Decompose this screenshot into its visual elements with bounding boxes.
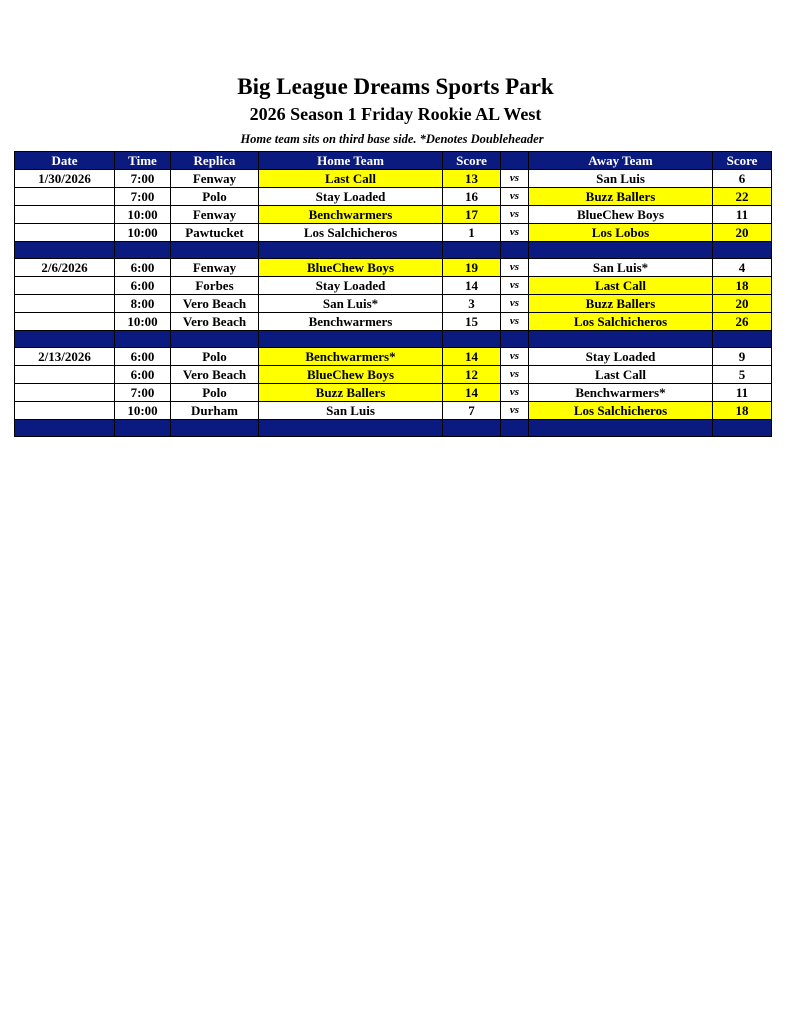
vs-label: vs: [501, 295, 529, 313]
vs-label: vs: [501, 188, 529, 206]
game-row: [15, 259, 772, 277]
home-team: Last Call: [259, 170, 443, 188]
vs-label: vs: [501, 259, 529, 277]
vs-label: vs: [501, 402, 529, 420]
game-row: [15, 384, 772, 402]
away-team: BlueChew Boys: [529, 206, 713, 224]
vs-label: vs: [501, 206, 529, 224]
home-score: 14: [443, 384, 501, 402]
home-score: 16: [443, 188, 501, 206]
game-row: [15, 188, 772, 206]
separator-cell: [443, 242, 501, 259]
home-team: Benchwarmers: [259, 313, 443, 331]
separator-cell: [171, 420, 259, 437]
separator-cell: [713, 242, 772, 259]
separator-cell: [115, 242, 171, 259]
game-time: 8:00: [115, 295, 171, 313]
separator-cell: [15, 420, 115, 437]
schedule-body: [15, 170, 772, 437]
game-date: [15, 366, 115, 384]
away-team: Last Call: [529, 366, 713, 384]
week-separator-row: [15, 420, 772, 437]
game-date: [15, 384, 115, 402]
column-header-home-score: Score: [443, 152, 501, 170]
page-subtitle: 2026 Season 1 Friday Rookie AL West: [249, 104, 542, 124]
away-team: Benchwarmers*: [529, 384, 713, 402]
away-team: Buzz Ballers: [529, 188, 713, 206]
separator-cell: [259, 242, 443, 259]
separator-cell: [443, 331, 501, 348]
schedule-table: [14, 151, 772, 437]
game-date: 2/6/2026: [15, 259, 115, 277]
away-team: Los Salchicheros: [529, 313, 713, 331]
schedule-note: Home team sits on third base side. *Denotes Doubleheader: [240, 132, 544, 146]
game-replica: Polo: [171, 348, 259, 366]
away-score: 5: [713, 366, 772, 384]
game-time: 6:00: [115, 259, 171, 277]
game-row: [15, 206, 772, 224]
game-date: [15, 295, 115, 313]
column-header-vs: [501, 152, 529, 170]
game-row: [15, 295, 772, 313]
table-header: [15, 152, 772, 170]
home-score: 17: [443, 206, 501, 224]
vs-label: vs: [501, 277, 529, 295]
vs-label: vs: [501, 366, 529, 384]
game-time: 6:00: [115, 277, 171, 295]
separator-cell: [501, 331, 529, 348]
away-score: 18: [713, 277, 772, 295]
vs-label: vs: [501, 313, 529, 331]
home-score: 12: [443, 366, 501, 384]
column-header-away-team: Away Team: [529, 152, 713, 170]
away-score: 11: [713, 206, 772, 224]
separator-cell: [501, 242, 529, 259]
home-score: 19: [443, 259, 501, 277]
game-replica: Fenway: [171, 206, 259, 224]
home-team: Benchwarmers: [259, 206, 443, 224]
game-time: 10:00: [115, 402, 171, 420]
away-score: 6: [713, 170, 772, 188]
home-score: 15: [443, 313, 501, 331]
separator-cell: [259, 420, 443, 437]
home-score: 3: [443, 295, 501, 313]
separator-cell: [171, 331, 259, 348]
game-time: 10:00: [115, 206, 171, 224]
page-title: Big League Dreams Sports Park: [237, 74, 554, 99]
game-time: 10:00: [115, 313, 171, 331]
game-row: [15, 224, 772, 242]
away-team: Los Salchicheros: [529, 402, 713, 420]
away-score: 20: [713, 224, 772, 242]
column-header-away-score: Score: [713, 152, 772, 170]
away-team: Last Call: [529, 277, 713, 295]
game-date: 1/30/2026: [15, 170, 115, 188]
separator-cell: [115, 420, 171, 437]
away-score: 11: [713, 384, 772, 402]
away-score: 9: [713, 348, 772, 366]
game-date: [15, 206, 115, 224]
column-header-time: Time: [115, 152, 171, 170]
away-team: Buzz Ballers: [529, 295, 713, 313]
home-team: Stay Loaded: [259, 188, 443, 206]
week-separator-row: [15, 242, 772, 259]
game-time: 10:00: [115, 224, 171, 242]
home-team: BlueChew Boys: [259, 366, 443, 384]
game-replica: Polo: [171, 188, 259, 206]
column-header-home-team: Home Team: [259, 152, 443, 170]
home-score: 14: [443, 348, 501, 366]
game-replica: Vero Beach: [171, 313, 259, 331]
separator-cell: [443, 420, 501, 437]
away-score: 22: [713, 188, 772, 206]
vs-label: vs: [501, 384, 529, 402]
game-time: 7:00: [115, 188, 171, 206]
column-header-replica: Replica: [171, 152, 259, 170]
home-team: Buzz Ballers: [259, 384, 443, 402]
game-date: [15, 313, 115, 331]
game-date: [15, 402, 115, 420]
vs-label: vs: [501, 170, 529, 188]
away-score: 18: [713, 402, 772, 420]
home-score: 14: [443, 277, 501, 295]
game-date: [15, 188, 115, 206]
home-score: 13: [443, 170, 501, 188]
separator-cell: [529, 420, 713, 437]
home-team: BlueChew Boys: [259, 259, 443, 277]
home-team: Benchwarmers*: [259, 348, 443, 366]
game-replica: Polo: [171, 384, 259, 402]
vs-label: vs: [501, 348, 529, 366]
game-date: [15, 224, 115, 242]
separator-cell: [529, 331, 713, 348]
game-time: 7:00: [115, 384, 171, 402]
game-time: 7:00: [115, 170, 171, 188]
separator-cell: [259, 331, 443, 348]
game-row: [15, 170, 772, 188]
home-score: 1: [443, 224, 501, 242]
game-date: 2/13/2026: [15, 348, 115, 366]
separator-cell: [529, 242, 713, 259]
separator-cell: [713, 420, 772, 437]
game-replica: Fenway: [171, 170, 259, 188]
separator-cell: [501, 420, 529, 437]
game-time: 6:00: [115, 366, 171, 384]
away-team: Los Lobos: [529, 224, 713, 242]
game-row: [15, 313, 772, 331]
away-score: 4: [713, 259, 772, 277]
separator-cell: [15, 331, 115, 348]
away-team: Stay Loaded: [529, 348, 713, 366]
away-team: San Luis*: [529, 259, 713, 277]
home-team: San Luis: [259, 402, 443, 420]
vs-label: vs: [501, 224, 529, 242]
week-separator-row: [15, 331, 772, 348]
separator-cell: [15, 242, 115, 259]
game-replica: Vero Beach: [171, 295, 259, 313]
away-team: San Luis: [529, 170, 713, 188]
separator-cell: [115, 331, 171, 348]
game-date: [15, 277, 115, 295]
game-row: [15, 277, 772, 295]
game-replica: Vero Beach: [171, 366, 259, 384]
home-score: 7: [443, 402, 501, 420]
game-row: [15, 348, 772, 366]
game-replica: Pawtucket: [171, 224, 259, 242]
game-row: [15, 366, 772, 384]
away-score: 20: [713, 295, 772, 313]
separator-cell: [171, 242, 259, 259]
game-replica: Durham: [171, 402, 259, 420]
game-time: 6:00: [115, 348, 171, 366]
home-team: Stay Loaded: [259, 277, 443, 295]
game-replica: Forbes: [171, 277, 259, 295]
column-header-date: Date: [15, 152, 115, 170]
home-team: San Luis*: [259, 295, 443, 313]
separator-cell: [713, 331, 772, 348]
game-row: [15, 402, 772, 420]
away-score: 26: [713, 313, 772, 331]
game-replica: Fenway: [171, 259, 259, 277]
home-team: Los Salchicheros: [259, 224, 443, 242]
